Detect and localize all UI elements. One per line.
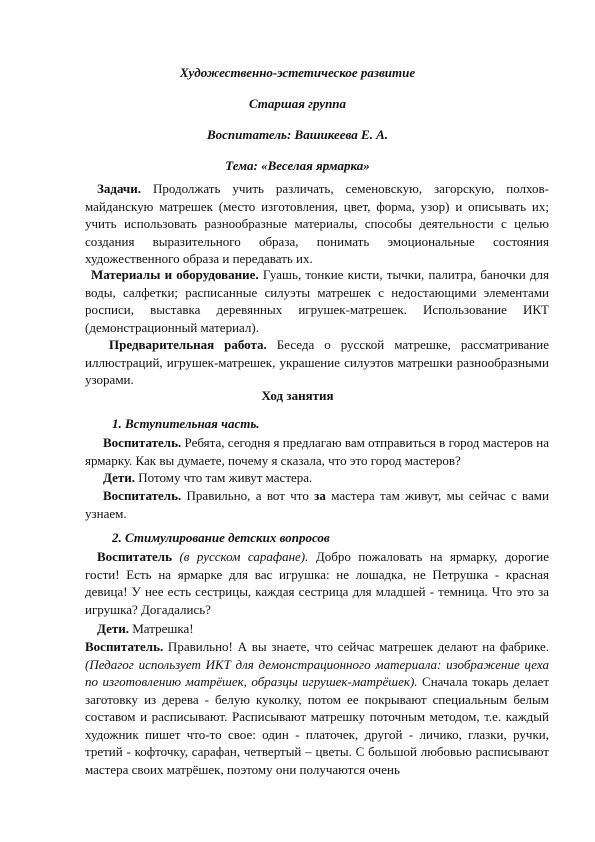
tasks-paragraph — [85, 180, 549, 268]
section1-p2-label: Дети. — [103, 470, 135, 485]
section1-p3-label: Воспитатель. — [103, 488, 182, 503]
materials-paragraph — [85, 266, 549, 336]
section1-paragraph-2 — [85, 469, 549, 487]
topic-heading: Тема: «Веселая ярмарка» — [225, 158, 370, 173]
section2-paragraph-1 — [85, 548, 549, 618]
section2-p3-label: Воспитатель. — [85, 639, 164, 654]
tasks-label: Задачи. — [97, 181, 141, 196]
section2-paragraph-2 — [85, 620, 549, 638]
subject-heading: Художественно-эстетическое развитие — [179, 65, 416, 80]
group-heading: Старшая группа — [248, 96, 347, 111]
section2-p3-text-a: Правильно! А вы знаете, что сейчас матрешек делают на фабрике. — [163, 639, 549, 654]
section2-p3-italic: (Педагог использует ИКТ для демонстрационного материала: изображение цеха по изготовлению матрёшек, образцы игрушек-матрёшек). — [85, 656, 549, 689]
materials-text: Гуашь, тонкие кисти, тычки, палитра, баночки для воды, салфетки; расписанные силуэты матрешек с недостающими элементами росписи, выставка деревянных игрушек-матрешек. Использование ИКТ (демонстрационный материал). — [85, 267, 549, 335]
section1-p3-bold-word: за — [314, 488, 326, 503]
section2-p2-label: Дети. — [97, 621, 129, 636]
section1-p3-text-a: Правильно, а вот что — [181, 488, 315, 503]
tasks-text: Продолжать учить различать, семеновскую, загорскую, полхов-майданскую матрешек (место изготовления, цвет, форма, узор) и описывать их; учить использовать разнообразные материалы, способы деятельности с целью создания выразительного образа, понимать эмоциональные состояния художественного образа и передавать их. — [85, 181, 549, 266]
materials-label: Материалы и оборудование. — [91, 267, 259, 282]
section2-p1-label: Воспитатель — [97, 549, 172, 564]
section1-p1-text: Ребята, сегодня я предлагаю вам отправиться в город мастеров на ярмарку. Как вы думаете, почему я сказала, что это город мастеров? — [85, 435, 549, 468]
section2-p2-text: Матрешка! — [129, 621, 194, 636]
section1-p3-text-b: мастера там живут, мы сейчас с вами узнаем. — [85, 488, 549, 521]
preliminary-paragraph — [85, 336, 549, 389]
preliminary-text: Беседа о русской матрешке, рассматривание иллюстраций, игрушек-матрешек, украшение силуэтов матрешки разнообразными узорами. — [85, 337, 549, 387]
section2-title: 2. Стимулирование детских вопросов — [112, 530, 330, 545]
preliminary-label: Предварительная работа. — [109, 337, 267, 352]
section1-paragraph-3 — [85, 487, 549, 522]
section1-paragraph-1 — [85, 434, 549, 469]
section2-p3-text-b: Сначала токарь делает заготовку из дерева - белую куколку, потом ее покрывают специальным белым составом и расписывают. Расписывают матрешку поточным методом, т.е. каждый художник пишет что-то свое: один - платочек, другой - личико, глазки, ручки, третий - кофточку, сарафан, четвертый – цветы. С большой любовью расписывают мастера своих матрёшек, поэтому они получаются очень — [85, 674, 550, 777]
section1-title: 1. Вступительная часть. — [112, 416, 260, 431]
section1-p1-label: Воспитатель. — [103, 435, 182, 450]
section2-p1-text: Добро пожаловать на ярмарку, дорогие гости! Есть на ярмарке для вас игрушка: не лошадка, не Петрушка - красная девица! У нее есть сестрицы, каждая сестрица для младшей - темница. Что это за игрушка? Догадались? — [85, 549, 549, 617]
section2-p1-italic: (в русском сарафане). — [171, 549, 309, 564]
section2-paragraph-3 — [85, 638, 549, 778]
lesson-title: Ход занятия — [261, 388, 334, 403]
teacher-heading: Воспитатель: Вашикеева Е. А. — [206, 127, 389, 142]
section1-p2-text: Потому что там живут мастера. — [135, 470, 313, 485]
